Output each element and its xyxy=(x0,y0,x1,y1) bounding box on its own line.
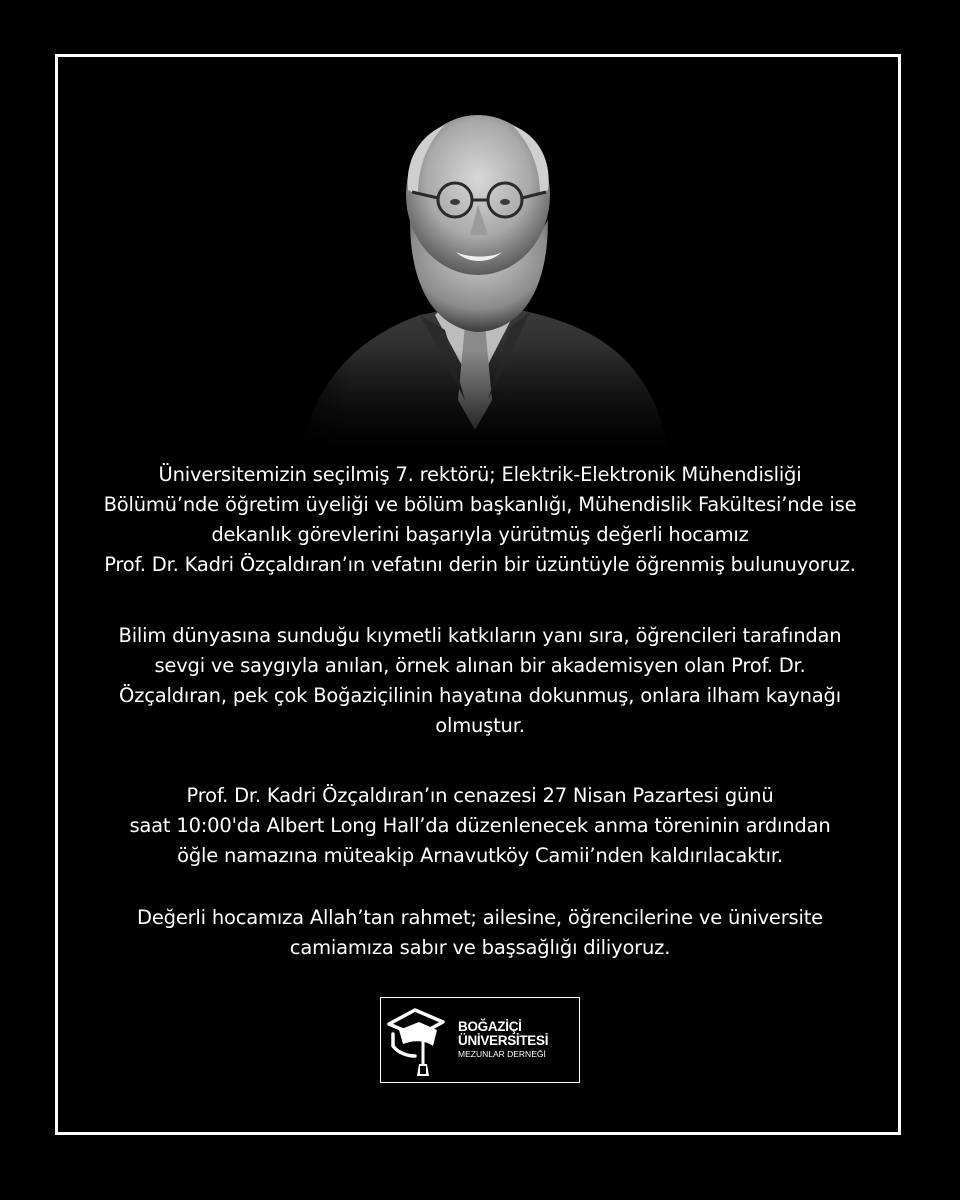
text-line: sevgi ve saygıyla anılan, örnek alınan bir akademisyen olan Prof. Dr. xyxy=(154,654,806,677)
alumni-association-logo xyxy=(380,997,580,1083)
text-line: Üniversitemizin seçilmiş 7. rektörü; Elektrik-Elektronik Mühendisliği xyxy=(158,463,802,486)
logo-line-2: ÜNİVERSİTESİ xyxy=(458,1033,549,1048)
text-line: Bilim dünyasına sunduğu kıymetli katkıların yanı sıra, öğrencileri tarafından xyxy=(118,624,842,647)
text-line: Bölümü’nde öğretim üyeliği ve bölüm başkanlığı, Mühendislik Fakültesi’nde ise xyxy=(103,493,857,516)
text-line: dekanlık görevlerini başarıyla yürütmüş değerli hocamız xyxy=(211,523,749,546)
text-line: Özçaldıran, pek çok Boğaziçilinin hayatına dokunmuş, onlara ilham kaynağı xyxy=(119,684,841,707)
announcement-paragraph-3 xyxy=(70,781,890,871)
text-line: Prof. Dr. Kadri Özçaldıran’ın vefatını derin bir üzüntüyle öğrenmiş bulunuyoruz. xyxy=(104,553,856,576)
text-line: Prof. Dr. Kadri Özçaldıran’ın cenazesi 27 Nisan Pazartesi günü xyxy=(186,784,774,807)
text-line: Değerli hocamıza Allah’tan rahmet; ailesine, öğrencilerine ve üniversite xyxy=(137,906,823,929)
text-line: öğle namazına müteakip Arnavutköy Camii’nden kaldırılacaktır. xyxy=(177,844,783,867)
text-line: olmuştur. xyxy=(435,714,525,737)
announcement-paragraph-1 xyxy=(70,460,890,580)
portrait-photo xyxy=(260,100,700,460)
graduation-cap-icon xyxy=(385,1002,449,1078)
logo-wordmark xyxy=(458,1020,548,1060)
text-line: saat 10:00'da Albert Long Hall’da düzenlenecek anma töreninin ardından xyxy=(129,814,831,837)
announcement-paragraph-2 xyxy=(70,621,890,741)
text-line: camiamıza sabır ve başsağlığı diliyoruz. xyxy=(289,936,671,959)
logo-line-3: MEZUNLAR DERNEĞİ xyxy=(458,1049,546,1059)
logo-line-1: BOĞAZİÇİ xyxy=(458,1019,522,1034)
announcement-paragraph-4 xyxy=(70,903,890,963)
